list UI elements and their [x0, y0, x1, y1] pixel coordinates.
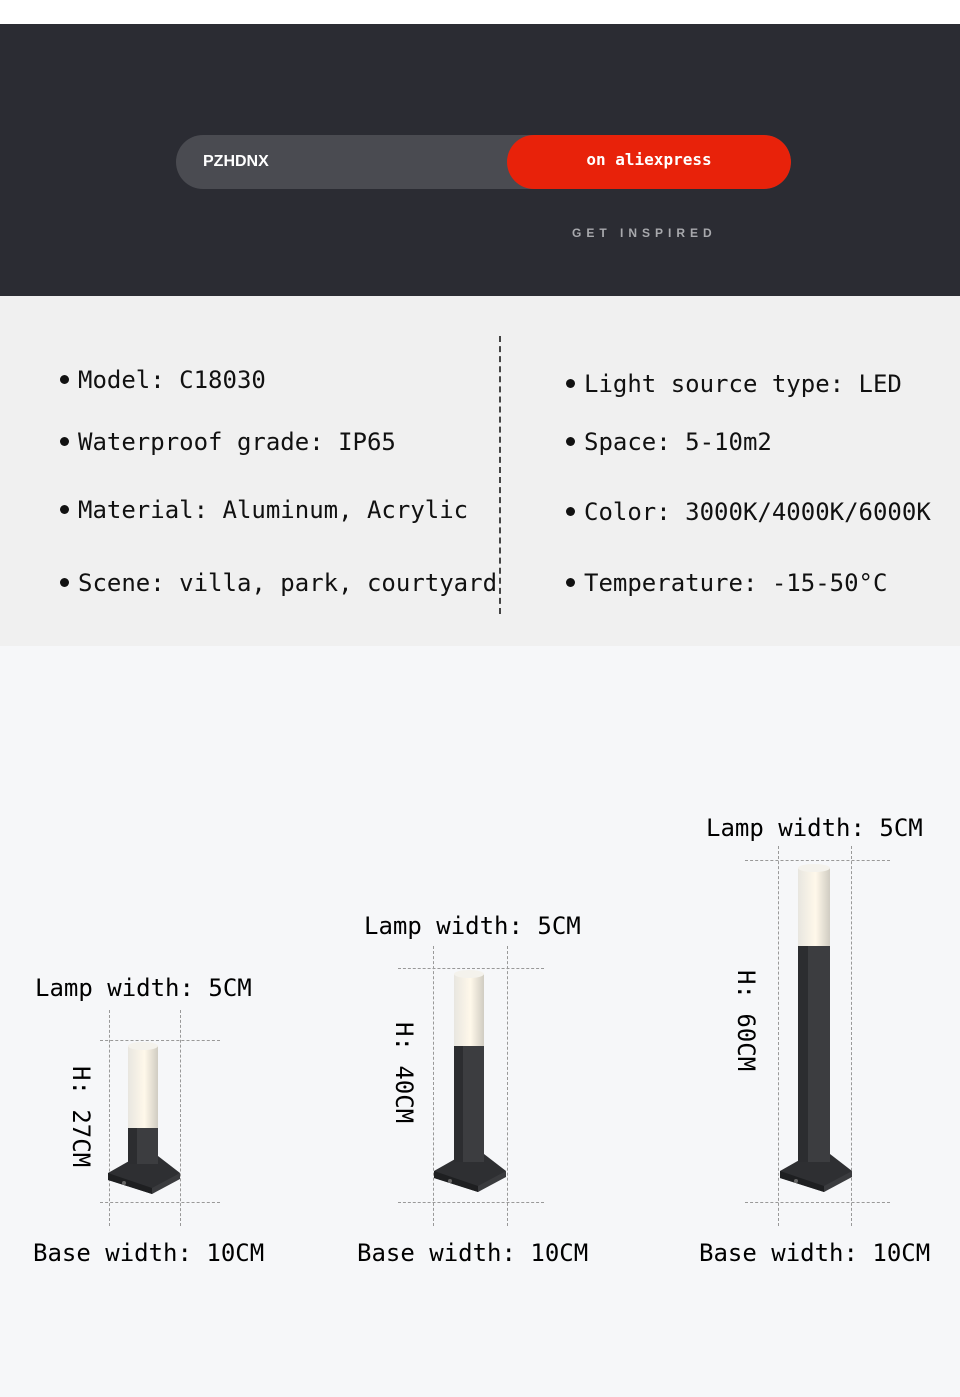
top-margin: [0, 0, 960, 24]
bullet-icon: [60, 375, 69, 384]
tagline: GET INSPIRED: [572, 226, 717, 240]
store-banner: [0, 24, 960, 296]
spec-text: Space: 5-10m2: [584, 428, 772, 456]
brand-name: PZHDNX: [203, 153, 269, 170]
spec-divider: [499, 336, 501, 614]
lamp-height-label: H: 60CM: [732, 970, 760, 1072]
lamp-width-label: Lamp width: 5CM: [35, 974, 252, 1002]
spec-text: Light source type: LED: [584, 370, 902, 398]
spec-text: Waterproof grade: IP65: [78, 428, 396, 456]
bullet-icon: [60, 437, 69, 446]
aliexpress-button[interactable]: on aliexpress: [507, 135, 791, 189]
bullet-icon: [566, 379, 575, 388]
base-width-label: Base width: 10CM: [699, 1239, 931, 1267]
bullet-icon: [566, 437, 575, 446]
spec-model: [60, 366, 266, 394]
bollard-lamp-27-icon: [100, 1036, 190, 1206]
bollard-lamp-60-icon: [772, 858, 862, 1204]
base-width-label: Base width: 10CM: [33, 1239, 265, 1267]
spec-section: [0, 296, 960, 646]
spec-text: Model: C18030: [78, 366, 266, 394]
lamp-width-label: Lamp width: 5CM: [364, 912, 581, 940]
spec-waterproof: [60, 428, 396, 456]
spec-text: Scene: villa, park, courtyard: [78, 569, 498, 597]
spec-text: Temperature: -15-50°C: [584, 569, 888, 597]
spec-text: Material: Aluminum, Acrylic: [78, 496, 469, 524]
spec-space: [566, 428, 772, 456]
lamp-width-label: Lamp width: 5CM: [706, 814, 923, 842]
spec-text: Color: 3000K/4000K/6000K: [584, 498, 931, 526]
spec-light-source: [566, 370, 902, 398]
store-pill[interactable]: [176, 135, 791, 189]
bullet-icon: [60, 578, 69, 587]
bollard-lamp-40-icon: [426, 964, 516, 1204]
size-diagram: [0, 646, 960, 1397]
bullet-icon: [566, 578, 575, 587]
base-width-label: Base width: 10CM: [357, 1239, 589, 1267]
bullet-icon: [566, 507, 575, 516]
spec-color: [566, 498, 931, 526]
spec-scene: [60, 569, 497, 597]
bullet-icon: [60, 505, 69, 514]
spec-material: [60, 496, 468, 524]
lamp-height-label: H: 27CM: [67, 1066, 95, 1168]
lamp-height-label: H: 40CM: [390, 1022, 418, 1124]
spec-temperature: [566, 569, 887, 597]
